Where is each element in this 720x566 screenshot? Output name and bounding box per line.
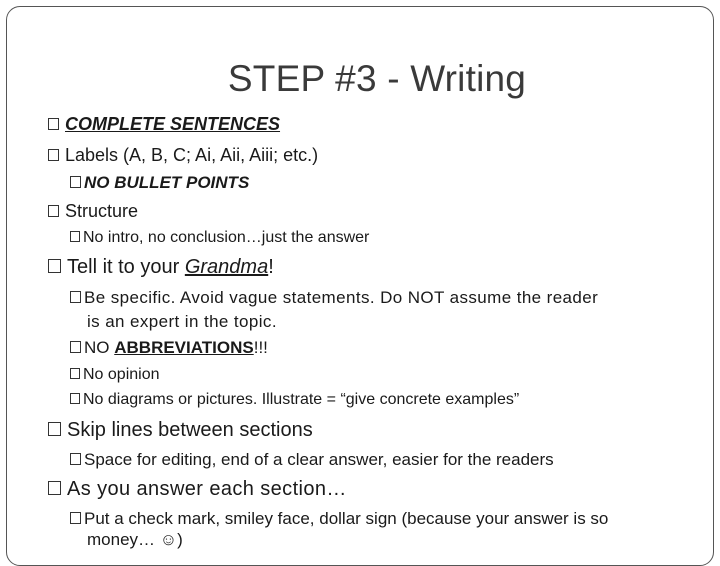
checkbox-bullet-icon — [70, 368, 80, 379]
bullet-structure — [48, 201, 138, 222]
bullet-skip-lines — [48, 419, 313, 442]
subbullet-be-specific-continued: is an expert in the topic. — [87, 312, 277, 331]
checkbox-bullet-icon — [48, 422, 61, 436]
checkbox-bullet-icon — [70, 393, 80, 404]
subbullet-be-specific — [70, 288, 598, 308]
bullet-text: Put a check mark, smiley face, dollar sign (because your answer is so — [84, 509, 609, 528]
bullet-text: NO BULLET POINTS — [84, 173, 250, 192]
subbullet-no-opinion — [70, 366, 160, 384]
abbreviations-emphasis: ABBREVIATIONS — [114, 338, 254, 357]
bullet-text-prefix: Tell it to your — [67, 256, 185, 278]
bullet-text: Be specific. Avoid vague statements. Do NOT assume the reader — [84, 288, 599, 307]
grandma-emphasis: Grandma — [184, 256, 269, 278]
checkbox-bullet-icon — [70, 512, 81, 524]
bullet-text: Structure — [65, 201, 139, 221]
bullet-tell-grandma — [48, 256, 274, 279]
subbullet-space-editing — [70, 450, 554, 470]
slide-title: STEP #3 - Writing — [227, 58, 527, 99]
bullet-complete-sentences — [48, 114, 280, 135]
subbullet-put-check-continued: money… ☺) — [87, 530, 183, 549]
bullet-text-prefix: NO — [84, 338, 115, 357]
bullet-text: No opinion — [83, 366, 160, 383]
checkbox-bullet-icon — [70, 453, 81, 465]
bullet-text: COMPLETE SENTENCES — [65, 114, 281, 134]
bullet-text: No diagrams or pictures. Illustrate = “give concrete examples” — [83, 391, 520, 408]
checkbox-bullet-icon — [48, 481, 61, 495]
checkbox-bullet-icon — [70, 291, 81, 303]
subbullet-no-intro — [70, 229, 369, 247]
bullet-as-you-answer — [48, 478, 347, 501]
bullet-text: No intro, no conclusion…just the answer — [83, 229, 370, 246]
subbullet-no-bullet-points — [70, 173, 249, 193]
subbullet-no-diagrams — [70, 391, 519, 409]
checkbox-bullet-icon — [70, 341, 81, 353]
bullet-text: Space for editing, end of a clear answer, easier for the readers — [84, 450, 554, 469]
subbullet-put-check — [70, 509, 608, 529]
bullet-text: As you answer each section… — [67, 478, 347, 500]
bullet-text-suffix: !!! — [253, 338, 268, 357]
bullet-labels — [48, 145, 318, 166]
checkbox-bullet-icon — [48, 205, 59, 217]
checkbox-bullet-icon — [48, 118, 59, 130]
bullet-text: Labels (A, B, C; Ai, Aii, Aiii; etc.) — [65, 145, 319, 165]
checkbox-bullet-icon — [70, 231, 80, 242]
bullet-text-suffix: ! — [268, 256, 274, 278]
checkbox-bullet-icon — [48, 149, 59, 161]
bullet-text: Skip lines between sections — [67, 419, 313, 441]
checkbox-bullet-icon — [70, 176, 81, 188]
subbullet-no-abbreviations — [70, 338, 268, 358]
checkbox-bullet-icon — [48, 259, 61, 273]
